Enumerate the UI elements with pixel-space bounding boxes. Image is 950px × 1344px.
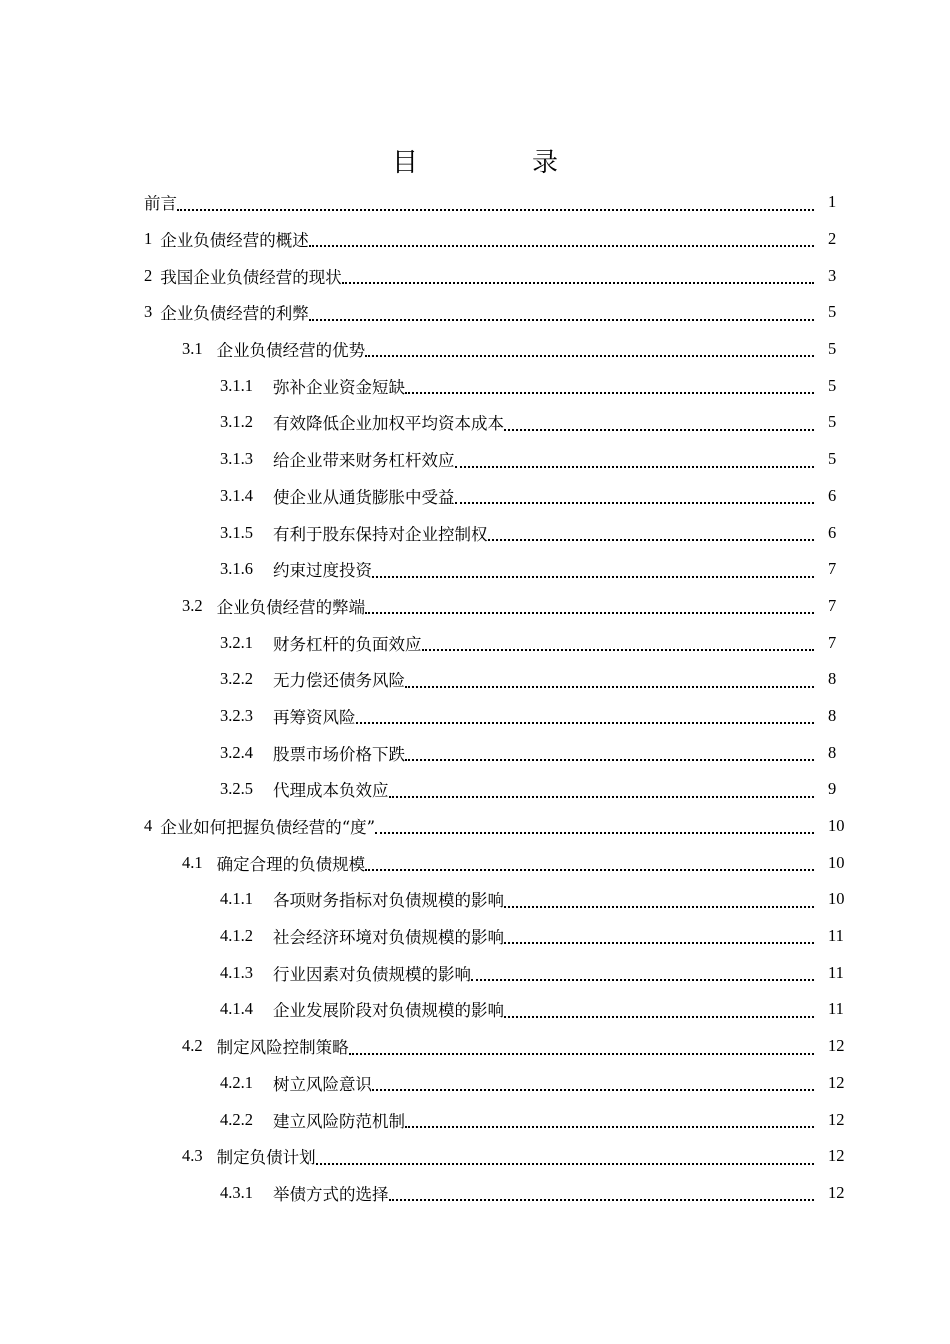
toc-page-number: 10 [828,852,845,872]
toc-section-title: 给企业带来财务杠杆效应 [273,451,455,471]
toc-section-title: 制定风险控制策略 [216,1038,349,1058]
toc-entry[interactable] [0,1028,950,1065]
toc-section-title: 制定负债计划 [216,1148,316,1168]
toc-entry-heading [220,918,814,955]
toc-section-title: 弥补企业资金短缺 [273,377,405,397]
toc-page-number: 5 [828,375,837,395]
dot-leader [389,771,815,808]
toc-section-title: 建立风险防范机制 [273,1111,405,1131]
toc-page-number: 11 [828,926,844,946]
toc-section-title: 确定合理的负债规模 [216,854,366,874]
toc-entry-heading [220,734,814,771]
toc-entry-heading [220,441,814,478]
toc-section-title: 有利于股东保持对企业控制权 [273,524,488,544]
toc-entry-heading [220,624,814,661]
toc-entry-heading [182,1028,814,1065]
toc-page-number: 2 [828,229,837,249]
toc-page-number: 11 [828,999,844,1019]
toc-section-number: 3.2.5 [220,779,253,799]
toc-page-number: 8 [828,705,837,725]
toc-entry-heading [220,1175,814,1212]
toc-entry-heading [182,844,814,881]
toc-entry-heading [220,991,814,1028]
toc-entry-heading [220,1101,814,1138]
dot-leader [356,698,815,735]
toc-title: 目 录 [391,148,602,178]
toc-section-number: 3.2.2 [220,669,253,689]
toc-entry[interactable] [0,294,950,331]
toc-section-title: 有效降低企业加权平均资本成本 [273,414,504,434]
dot-leader [405,367,814,404]
toc-section-number: 4.3 [182,1146,203,1166]
toc-section-title: 企业负债经营的弊端 [216,597,366,617]
toc-page-number: 5 [828,412,837,432]
toc-page-number: 12 [828,1072,845,1092]
toc-entry-heading [144,221,814,258]
toc-section-title: 企业负债经营的概述 [160,231,309,251]
toc-entry[interactable] [0,514,950,551]
toc-section-title: 股票市场价格下跌 [273,744,405,764]
toc-page-number: 7 [828,559,837,579]
toc-entry-heading [220,478,814,515]
toc-entry[interactable] [0,257,950,294]
toc-entry[interactable] [0,734,950,771]
dot-leader [405,661,814,698]
toc-entry-heading [144,808,814,845]
toc-page-number: 3 [828,265,837,285]
toc-page-number: 10 [828,816,845,836]
toc-page-number: 12 [828,1036,845,1056]
toc-section-number: 3.1 [182,339,203,359]
toc-entry[interactable] [0,551,950,588]
toc-entry[interactable] [0,331,950,368]
dot-leader [504,991,814,1028]
toc-entry[interactable] [0,588,950,625]
toc-page-number: 9 [828,779,837,799]
toc-entry[interactable] [0,661,950,698]
toc-section-title: 使企业从通货膨胀中受益 [273,487,455,507]
toc-section-title: 企业如何把握负债经营的“度” [160,818,376,838]
toc-entry[interactable] [0,844,950,881]
toc-entry-heading [144,294,814,331]
toc-entry[interactable] [0,1101,950,1138]
toc-entry-heading [220,404,814,441]
toc-page-number: 12 [828,1109,845,1129]
toc-entry-heading [144,184,814,221]
toc-section-number: 4.1.3 [220,962,253,982]
toc-section-title: 我国企业负债经营的现状 [160,267,342,287]
toc-page-number: 5 [828,449,837,469]
toc-page-number: 12 [828,1182,845,1202]
toc-section-number: 3.2.3 [220,705,253,725]
toc-entry-heading [220,771,814,808]
toc-entry-heading [220,954,814,991]
dot-leader [488,514,815,551]
dot-leader [309,221,814,258]
dot-leader [405,1101,814,1138]
dot-leader [504,881,814,918]
toc-page-number: 12 [828,1146,845,1166]
dot-leader [455,441,815,478]
toc-section-title: 各项财务指标对负债规模的影响 [273,891,504,911]
dot-leader [342,257,814,294]
toc-section-number: 4 [144,816,153,836]
toc-entry[interactable] [0,478,950,515]
toc-section-number: 3.2.1 [220,632,253,652]
toc-entry[interactable] [0,808,950,845]
toc-page-number: 11 [828,962,844,982]
toc-section-title: 举债方式的选择 [273,1184,389,1204]
toc-entry[interactable] [0,771,950,808]
toc-entry[interactable] [0,1065,950,1102]
toc-section-title: 企业负债经营的利弊 [160,304,309,324]
toc-entry-heading [220,367,814,404]
toc-section-number: 3.1.4 [220,485,253,505]
toc-entry[interactable] [0,881,950,918]
toc-section-number: 4.1 [182,852,203,872]
toc-page-number: 8 [828,669,837,689]
toc-entry[interactable] [0,184,950,221]
toc-page-number: 8 [828,742,837,762]
toc-entry[interactable] [0,991,950,1028]
toc-section-number: 3.1.2 [220,412,253,432]
dot-leader [177,184,814,221]
toc-list [0,184,950,1211]
dot-leader [349,1028,814,1065]
toc-entry-heading [220,661,814,698]
dot-leader [405,734,814,771]
toc-section-number: 3.1.3 [220,449,253,469]
toc-section-number: 3.1.5 [220,522,253,542]
dot-leader [316,1138,814,1175]
toc-section-title: 代理成本负效应 [273,781,389,801]
toc-section-title: 企业负债经营的优势 [216,341,366,361]
toc-entry[interactable] [0,624,950,661]
toc-section-number: 3.1.6 [220,559,253,579]
dot-leader [504,918,814,955]
toc-entry[interactable] [0,367,950,404]
toc-entry-heading [144,257,814,294]
toc-section-number: 1 [144,229,153,249]
toc-entry[interactable] [0,404,950,441]
toc-entry[interactable] [0,918,950,955]
toc-page-number: 7 [828,595,837,615]
toc-entry-heading [182,331,814,368]
toc-entry[interactable] [0,441,950,478]
toc-page-number: 10 [828,889,845,909]
dot-leader [389,1175,815,1212]
toc-section-number: 3.2.4 [220,742,253,762]
toc-entry[interactable] [0,1138,950,1175]
toc-section-title: 树立风险意识 [273,1074,372,1094]
dot-leader [365,844,814,881]
dot-leader [365,588,814,625]
toc-entry-heading [182,1138,814,1175]
dot-leader [372,551,814,588]
toc-section-title: 无力偿还债务风险 [273,671,405,691]
toc-page-number: 6 [828,522,837,542]
toc-section-number: 2 [144,265,153,285]
toc-section-title: 再筹资风险 [273,707,356,727]
toc-entry-heading [220,881,814,918]
toc-page-number: 7 [828,632,837,652]
toc-section-number: 3.1.1 [220,375,253,395]
toc-section-number: 4.1.2 [220,926,253,946]
toc-entry[interactable] [0,954,950,991]
toc-entry[interactable] [0,698,950,735]
toc-page-number: 5 [828,302,837,322]
toc-section-title: 社会经济环境对负债规模的影响 [273,928,504,948]
toc-section-number: 3.2 [182,595,203,615]
toc-entry[interactable] [0,1175,950,1212]
toc-section-number: 3 [144,302,153,322]
toc-section-title: 行业因素对负债规模的影响 [273,964,471,984]
toc-page-number: 6 [828,485,837,505]
dot-leader [422,624,815,661]
toc-section-title: 企业发展阶段对负债规模的影响 [273,1001,504,1021]
dot-leader [372,1065,814,1102]
dot-leader [504,404,814,441]
toc-page-number: 5 [828,339,837,359]
toc-entry[interactable] [0,221,950,258]
dot-leader [365,331,814,368]
toc-entry-heading [220,1065,814,1102]
toc-section-number: 4.2.1 [220,1072,253,1092]
toc-entry-heading [220,551,814,588]
dot-leader [375,808,814,845]
toc-entry-heading [182,588,814,625]
toc-entry-heading [220,514,814,551]
toc-section-number: 4.1.4 [220,999,253,1019]
toc-page-number: 1 [828,192,837,212]
toc-entry-heading [220,698,814,735]
dot-leader [455,478,815,515]
dot-leader [471,954,814,991]
toc-section-number: 4.3.1 [220,1182,253,1202]
toc-section-number: 4.1.1 [220,889,253,909]
toc-section-number: 4.2 [182,1036,203,1056]
toc-section-title: 约束过度投资 [273,561,372,581]
dot-leader [309,294,814,331]
toc-section-title: 财务杠杆的负面效应 [273,634,422,654]
toc-section-title: 前言 [144,194,177,214]
toc-section-number: 4.2.2 [220,1109,253,1129]
